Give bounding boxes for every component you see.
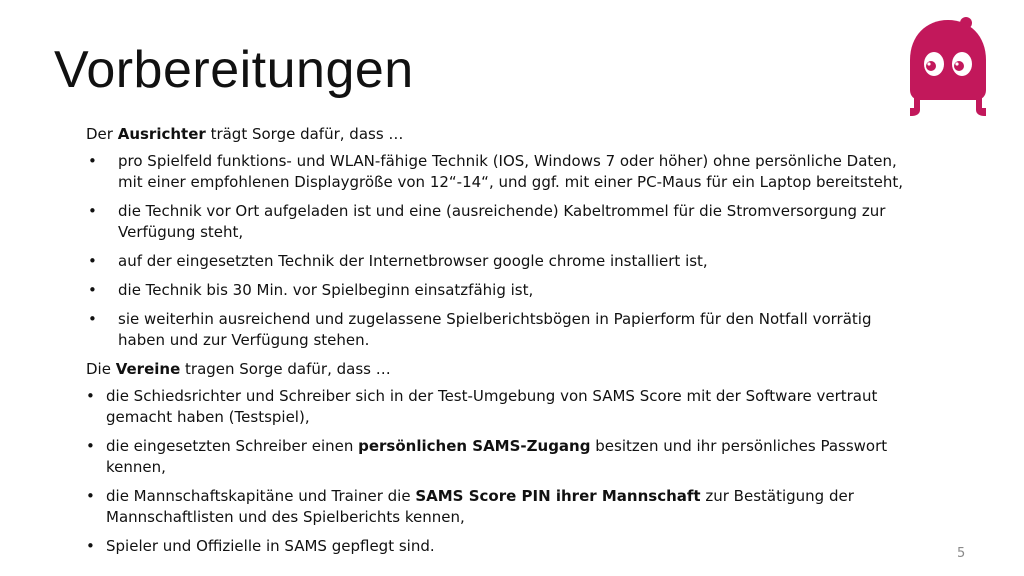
bullet: • xyxy=(86,387,95,405)
slide-content xyxy=(84,124,914,565)
list-item: • Spieler und Offizielle in SAMS gepflegt sind. xyxy=(86,537,435,555)
bullet: • xyxy=(86,437,95,455)
list-item: • pro Spielfeld funktions- und WLAN-fähige Technik (IOS, Windows 7 oder höher) ohne persönliche Daten, mit einer empfohlenen Displaygröße von 12“-14“, und ggf. mit einer PC-Maus für ein Laptop bereitsteht, xyxy=(88,152,903,191)
bullet: • xyxy=(88,202,97,220)
list-item: • die Technik vor Ort aufgeladen ist und eine (ausreichende) Kabeltrommel für die Stromversorgung zur Verfügung steht, xyxy=(88,202,886,241)
list-item: • die Technik bis 30 Min. vor Spielbeginn einsatzfähig ist, xyxy=(88,281,534,299)
bullet: • xyxy=(88,252,97,270)
list-item: • die Schiedsrichter und Schreiber sich in der Test-Umgebung von SAMS Score mit der Software vertraut gemacht haben (Testspiel), xyxy=(86,387,878,426)
ausrichter-list xyxy=(84,151,914,351)
bullet: • xyxy=(88,152,97,170)
vereine-list xyxy=(84,386,914,557)
page-number: 5 xyxy=(957,546,966,561)
bullet: • xyxy=(86,537,95,555)
slide-title: Vorbereitungen xyxy=(54,41,414,99)
list-item: • die eingesetzten Schreiber einen persönlichen SAMS-Zugang besitzen und ihr persönliches Passwort kennen, xyxy=(86,437,888,476)
bullet: • xyxy=(88,281,97,299)
section-ausrichter-intro: Der Ausrichter trägt Sorge dafür, dass … xyxy=(86,125,404,143)
section-vereine-intro: Die Vereine tragen Sorge dafür, dass … xyxy=(86,360,391,378)
bullet: • xyxy=(88,310,97,328)
list-item: • auf der eingesetzten Technik der Internetbrowser google chrome installiert ist, xyxy=(88,252,708,270)
list-item: • die Mannschaftskapitäne und Trainer die SAMS Score PIN ihrer Mannschaft zur Bestätigung der Mannschaftlisten und des Spielberichts kennen, xyxy=(86,487,854,526)
bullet: • xyxy=(86,487,95,505)
pink-mascot-icon xyxy=(906,16,990,118)
list-item: • sie weiterhin ausreichend und zugelassene Spielberichtsbögen in Papierform für den Notfall vorrätig haben und zur Verfügung stehen. xyxy=(88,310,872,349)
